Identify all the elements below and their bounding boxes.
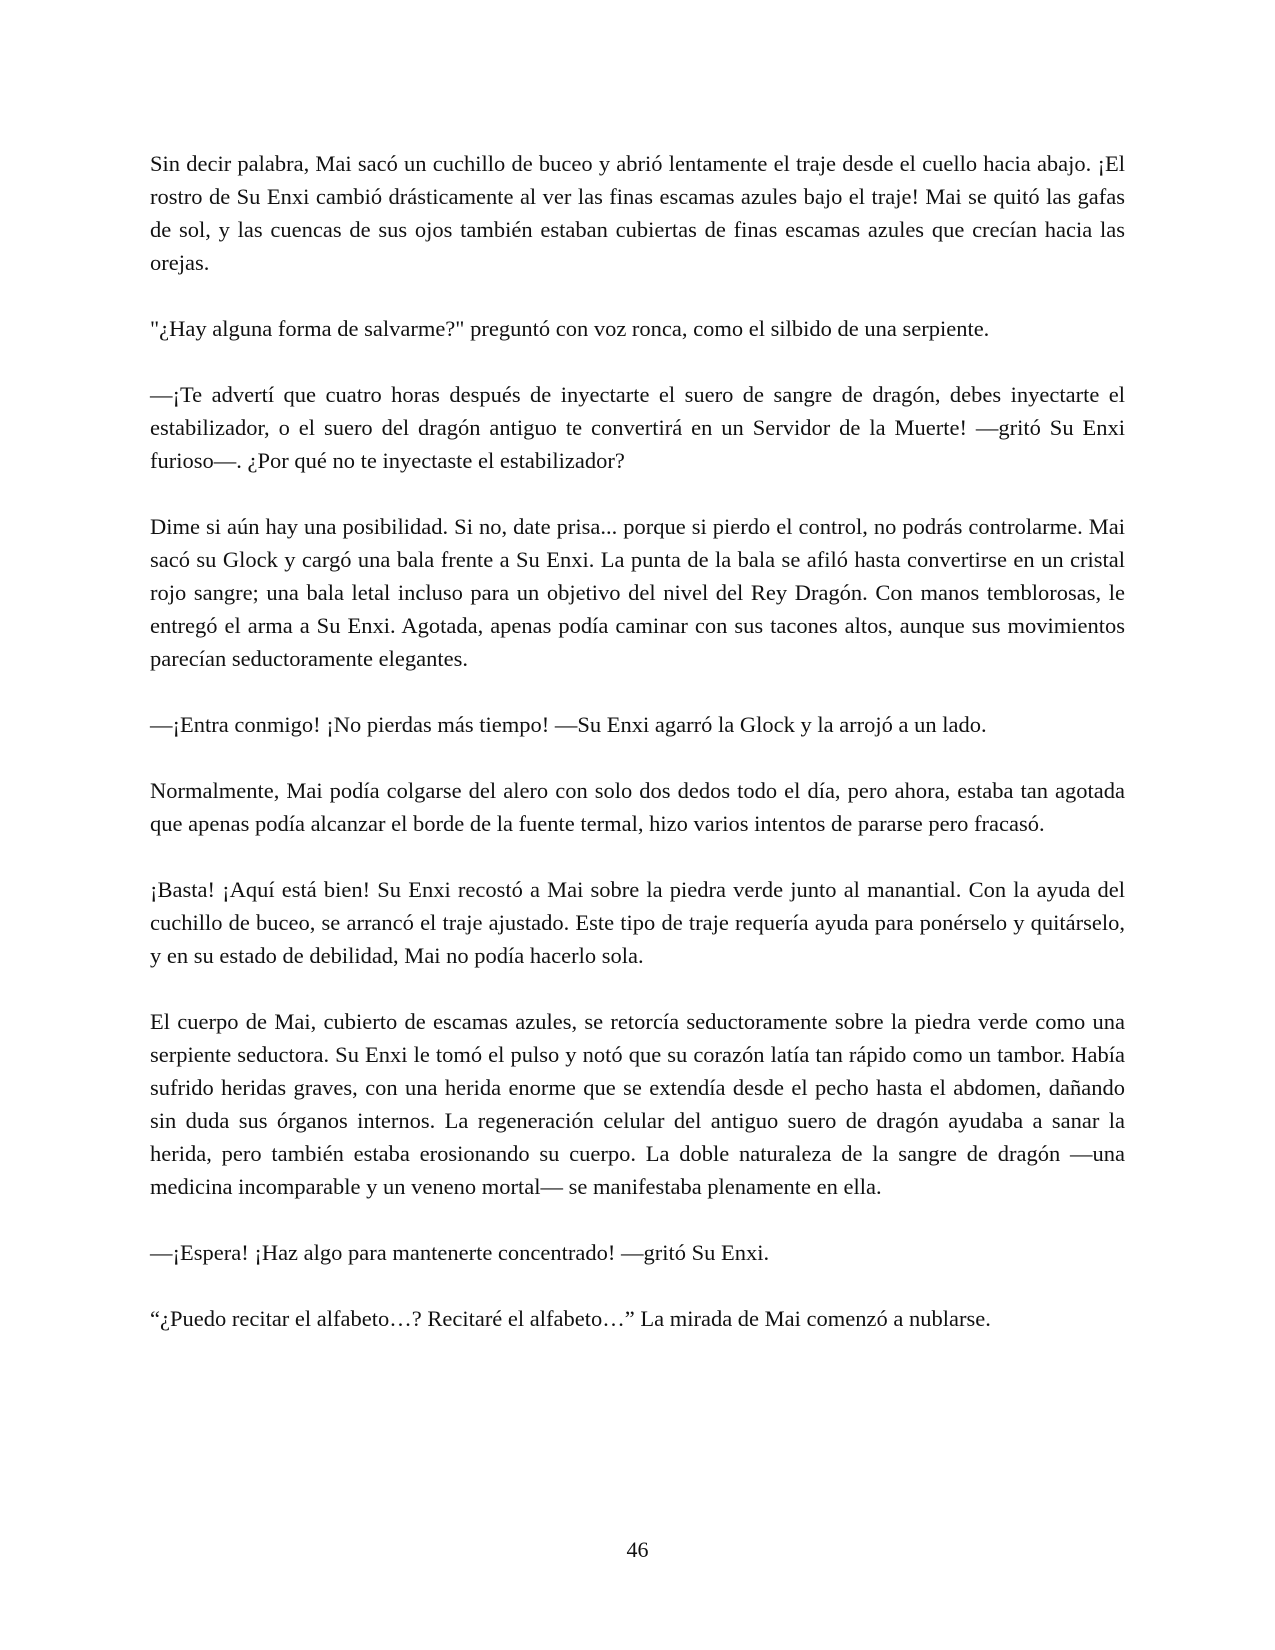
- paragraph-6: Normalmente, Mai podía colgarse del alero con solo dos dedos todo el día, pero ahora, estaba tan agotada que apenas podía alcanzar el borde de la fuente termal, hizo varios intentos de pararse pero fracasó.: [150, 778, 1125, 836]
- paragraph-3: —¡Te advertí que cuatro horas después de inyectarte el suero de sangre de dragón, debes inyectarte el estabilizador, o el suero del dragón antiguo te convertirá en un Servidor de la Muerte! —gritó Su Enxi furioso—. ¿Por qué no te inyectaste el estabilizador?: [150, 382, 1125, 473]
- paragraph-4: Dime si aún hay una posibilidad. Si no, date prisa... porque si pierdo el control, no podrás controlarme. Mai sacó su Glock y cargó una bala frente a Su Enxi. La punta de la bala se afiló hasta convertirse en un cristal rojo sangre; una bala letal incluso para un objetivo del nivel del Rey Dragón. Con manos temblorosas, le entregó el arma a Su Enxi. Agotada, apenas podía caminar con sus tacones altos, aunque sus movimientos parecían seductoramente elegantes.: [150, 514, 1125, 671]
- paragraph-8: El cuerpo de Mai, cubierto de escamas azules, se retorcía seductoramente sobre la piedra verde como una serpiente seductora. Su Enxi le tomó el pulso y notó que su corazón latía tan rápido como un tambor. Había sufrido heridas graves, con una herida enorme que se extendía desde el pecho hasta el abdomen, dañando sin duda sus órganos internos. La regeneración celular del antiguo suero de dragón ayudaba a sanar la herida, pero también estaba erosionando su cuerpo. La doble naturaleza de la sangre de dragón —una medicina incomparable y un veneno mortal— se manifestaba plenamente en ella.: [150, 1009, 1125, 1199]
- paragraph-7: ¡Basta! ¡Aquí está bien! Su Enxi recostó a Mai sobre la piedra verde junto al manantial. Con la ayuda del cuchillo de buceo, se arrancó el traje ajustado. Este tipo de traje requería ayuda para ponérselo y quitárselo, y en su estado de debilidad, Mai no podía hacerlo sola.: [150, 877, 1125, 968]
- page-number: 46: [626, 1537, 649, 1562]
- paragraph-9: —¡Espera! ¡Haz algo para mantenerte concentrado! —gritó Su Enxi.: [150, 1240, 770, 1265]
- paragraph-2: "¿Hay alguna forma de salvarme?" preguntó con voz ronca, como el silbido de una serpiente.: [150, 316, 990, 341]
- body-text: [150, 147, 1125, 1368]
- paragraph-10: “¿Puedo recitar el alfabeto…? Recitaré el alfabeto…” La mirada de Mai comenzó a nublarse.: [150, 1306, 991, 1331]
- paragraph-1: Sin decir palabra, Mai sacó un cuchillo de buceo y abrió lentamente el traje desde el cuello hacia abajo. ¡El rostro de Su Enxi cambió drásticamente al ver las finas escamas azules bajo el traje! Mai se quitó las gafas de sol, y las cuencas de sus ojos también estaban cubiertas de finas escamas azules que crecían hacia las orejas.: [150, 151, 1125, 275]
- paragraph-5: —¡Entra conmigo! ¡No pierdas más tiempo! —Su Enxi agarró la Glock y la arrojó a un lado.: [150, 712, 987, 737]
